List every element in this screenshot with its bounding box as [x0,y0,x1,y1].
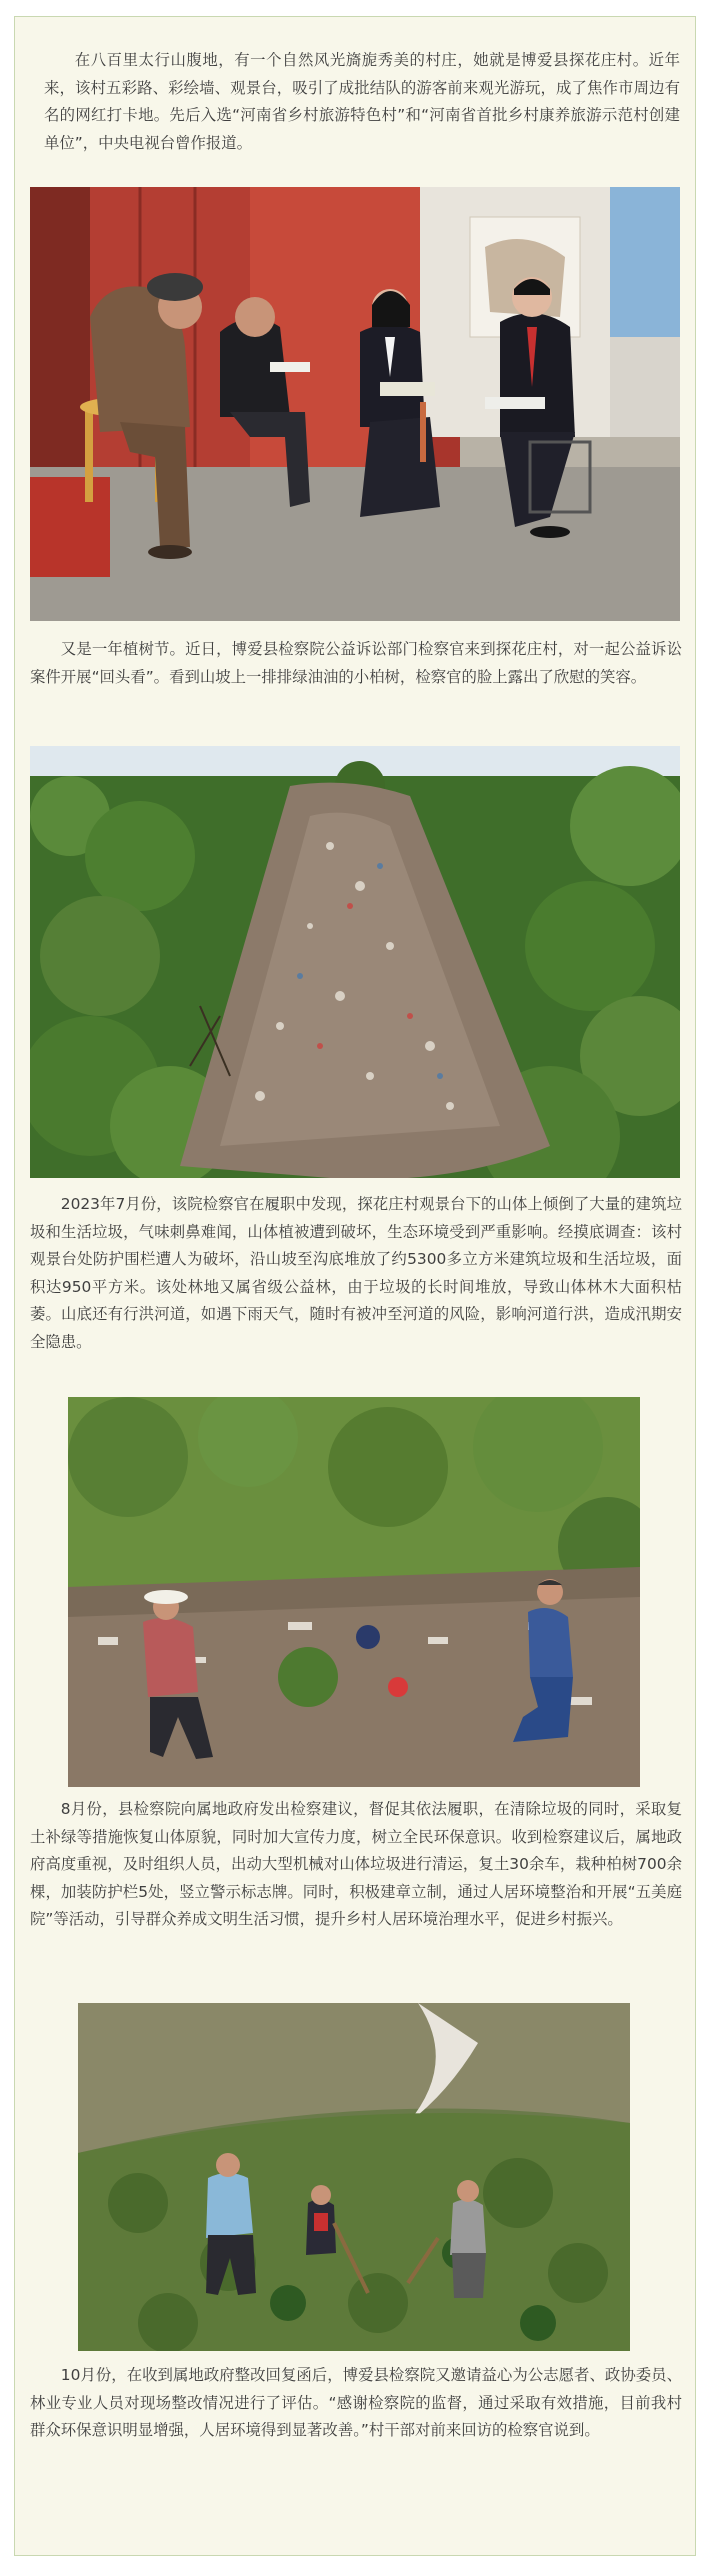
garbage-hillside-photo [30,746,680,1178]
tree-planting-photo [78,2003,630,2351]
paragraph-evaluation: 10月份，在收到属地政府整改回复函后，博爱县检察院又邀请益心为公志愿者、政协委员、林业专业人员对现场整改情况进行了评估。“感谢检察院的监督，通过采取有效措施，目前我村群众环保意识明显增强，人居环境得到显著改善。”村干部对前来回访的检察官说到。 [30,2366,682,2439]
paragraph-revisit: 又是一年植树节。近日，博爱县检察院公益诉讼部门检察官来到探花庄村，对一起公益诉讼案件开展“回头看”。看到山坡上一排排绿油油的小柏树，检察官的脸上露出了欣慰的笑容。 [30,640,682,686]
paragraph-rectification: 8月份，县检察院向属地政府发出检察建议，督促其依法履职，在清除垃圾的同时，采取复土补绿等措施恢复山体原貌，同时加大宣传力度，树立全民环保意识。收到检察建议后，属地政府高度重视，及时组织人员，出动大型机械对山体垃圾进行清运，复土30余车，栽种柏树700余棵，加装防护栏5处，竖立警示标志牌。同时，积极建章立制，通过人居环境整治和开展“五美庭院”等活动，引导群众养成文明生活习惯，提升乡村人居环境治理水平，促进乡村振兴。 [30,1800,682,1928]
interview-photo [30,187,680,621]
cleanup-photo [68,1397,640,1787]
paragraph-intro: 在八百里太行山腹地，有一个自然风光旖旎秀美的村庄，她就是博爱县探花庄村。近年来，该村五彩路、彩绘墙、观景台，吸引了成批结队的游客前来观光游玩，成了焦作市周边有名的网红打卡地。先后入选“河南省乡村旅游特色村”和“河南省首批乡村康养旅游示范村创建单位”，中央电视台曾作报道。 [44,51,680,152]
paragraph-discovery: 2023年7月份，该院检察官在履职中发现，探花庄村观景台下的山体上倾倒了大量的建筑垃圾和生活垃圾，气味刺鼻难闻，山体植被遭到破坏，生态环境受到严重影响。经摸底调查：该村观景台处防护围栏遭人为破坏，沿山坡至沟底堆放了约5300多立方米建筑垃圾和生活垃圾，面积达950平方米。该处林地又属省级公益林，由于垃圾的长时间堆放，导致山体林木大面积枯萎。山底还有行洪河道，如遇下雨天气，随时有被冲至河道的风险，影响河道行洪，造成汛期安全隐患。 [30,1195,682,1351]
